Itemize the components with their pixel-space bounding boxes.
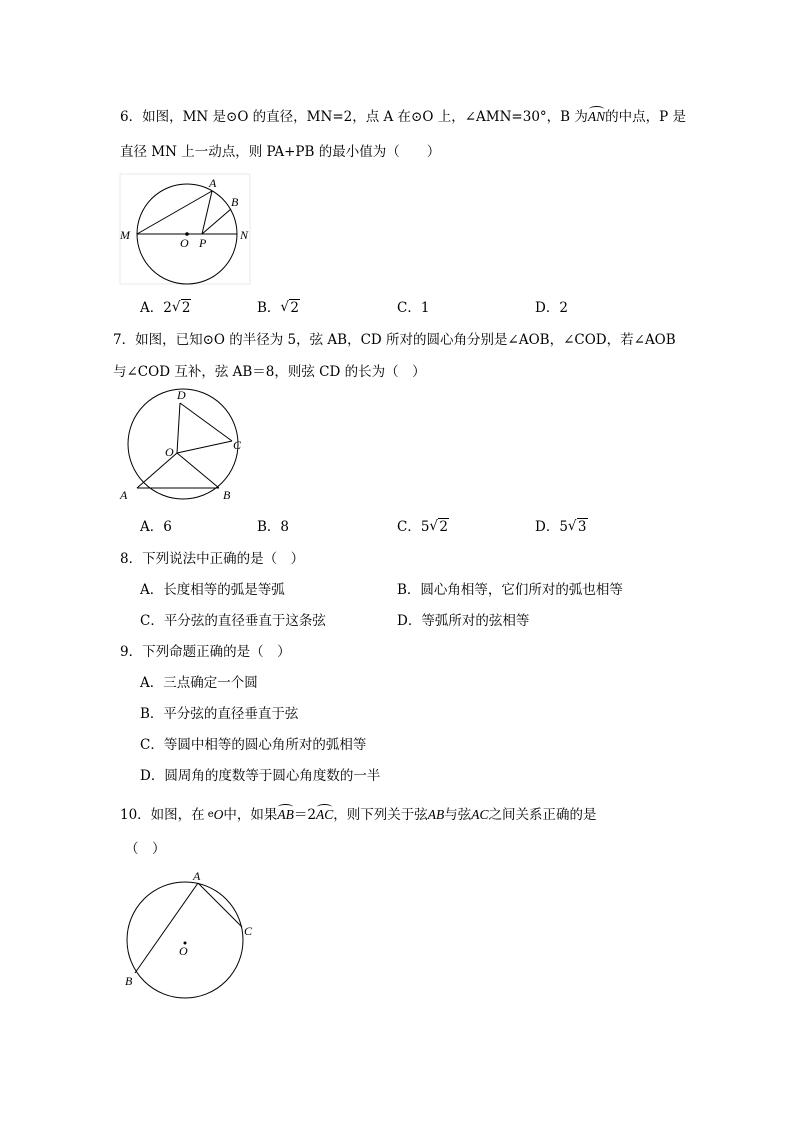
radius-ob bbox=[177, 453, 219, 488]
arc-ac-symbol: AC bbox=[315, 807, 334, 822]
sqrt-symbol: √ 2 bbox=[280, 299, 300, 316]
sqrt-symbol: √ 2 bbox=[429, 518, 449, 535]
q6-option-b: B． √ 2 bbox=[257, 299, 300, 316]
q7-figure bbox=[115, 385, 255, 505]
chord-ab bbox=[135, 883, 198, 973]
circle-symbol: e bbox=[207, 809, 214, 820]
q7-stem-line1: 7．如图，已知⊙O 的半径为 5，弦 AB，CD 所对的圆心角分别是∠AOB，∠COD，若∠AOB bbox=[113, 332, 676, 348]
q7-option-a: A．6 bbox=[140, 519, 172, 535]
label-b: B bbox=[223, 488, 231, 502]
circle-o bbox=[127, 882, 243, 998]
label-p: P bbox=[199, 236, 207, 250]
q10-stem-line2: （ ） bbox=[125, 841, 166, 857]
q9-option-d: D．圆周角的度数等于圆心角度数的一半 bbox=[140, 768, 381, 784]
label-o: O bbox=[165, 445, 174, 459]
label-b: B bbox=[231, 195, 239, 209]
arc-an-symbol: AN bbox=[587, 109, 606, 124]
label-c: C bbox=[244, 924, 253, 938]
chord-ac bbox=[198, 883, 242, 927]
q8-option-d: D．等弧所对的弦相等 bbox=[397, 613, 530, 629]
chord-dc bbox=[180, 403, 232, 441]
label-o: O bbox=[180, 236, 189, 250]
q7-option-d: D．5 √ 3 bbox=[535, 518, 587, 535]
q8-option-a: A．长度相等的弧是等弧 bbox=[140, 582, 285, 598]
q6-option-d: D．2 bbox=[535, 300, 568, 316]
label-a: A bbox=[120, 488, 128, 502]
q7-option-c: C．5 √ 2 bbox=[397, 518, 449, 535]
label-a: A bbox=[209, 176, 217, 190]
q9-option-b: B．平分弦的直径垂直于弦 bbox=[140, 706, 299, 722]
q9-option-a: A．三点确定一个圆 bbox=[140, 675, 258, 691]
q10-stem-line1: 10．如图，在 eO中，如果AB＝2AC，则下列关于弦AB与弦AC之间关系正确的是 bbox=[120, 807, 597, 823]
q6-figure bbox=[115, 172, 260, 287]
label-m: M bbox=[120, 228, 130, 242]
label-b: B bbox=[125, 974, 133, 988]
q9-stem: 9．下列命题正确的是（ ） bbox=[120, 644, 291, 660]
segment-ap bbox=[202, 191, 212, 234]
label-o: O bbox=[179, 944, 188, 958]
radius-od bbox=[177, 403, 180, 453]
q6-option-c: C．1 bbox=[397, 300, 430, 316]
q9-option-c: C．等圆中相等的圆心角所对的弧相等 bbox=[140, 737, 367, 753]
q8-option-c: C．平分弦的直径垂直于这条弦 bbox=[140, 613, 326, 629]
segment-ma bbox=[137, 191, 212, 234]
q6-option-a: A．2 √ 2 bbox=[140, 299, 191, 316]
label-a: A bbox=[193, 869, 201, 883]
label-c: C bbox=[233, 438, 242, 452]
label-n: N bbox=[240, 228, 249, 242]
radius-oc bbox=[177, 441, 232, 453]
segment-pb bbox=[202, 209, 231, 234]
q7-option-b: B．8 bbox=[257, 519, 290, 535]
arc-ab-symbol: AB bbox=[277, 807, 294, 822]
label-d: D bbox=[177, 388, 186, 402]
sqrt-symbol: √ 2 bbox=[171, 299, 191, 316]
q6-stem-line1: 6．如图，MN 是⊙O 的直径，MN=2，点 A 在⊙O 上，∠AMN=30°，B 为AN的中点，P 是 bbox=[120, 109, 687, 125]
sqrt-symbol: √ 3 bbox=[567, 518, 587, 535]
figure-frame bbox=[120, 174, 250, 284]
q7-stem-line2: 与∠COD 互补，弦 AB＝8，则弦 CD 的长为（ ） bbox=[113, 364, 426, 380]
q10-figure bbox=[115, 868, 265, 998]
q8-option-b: B．圆心角相等，它们所对的弧也相等 bbox=[397, 582, 623, 598]
q6-stem-line2: 直径 MN 上一动点，则 PA+PB 的最小值为（ ） bbox=[120, 144, 441, 160]
q8-stem: 8．下列说法中正确的是（ ） bbox=[120, 551, 305, 567]
